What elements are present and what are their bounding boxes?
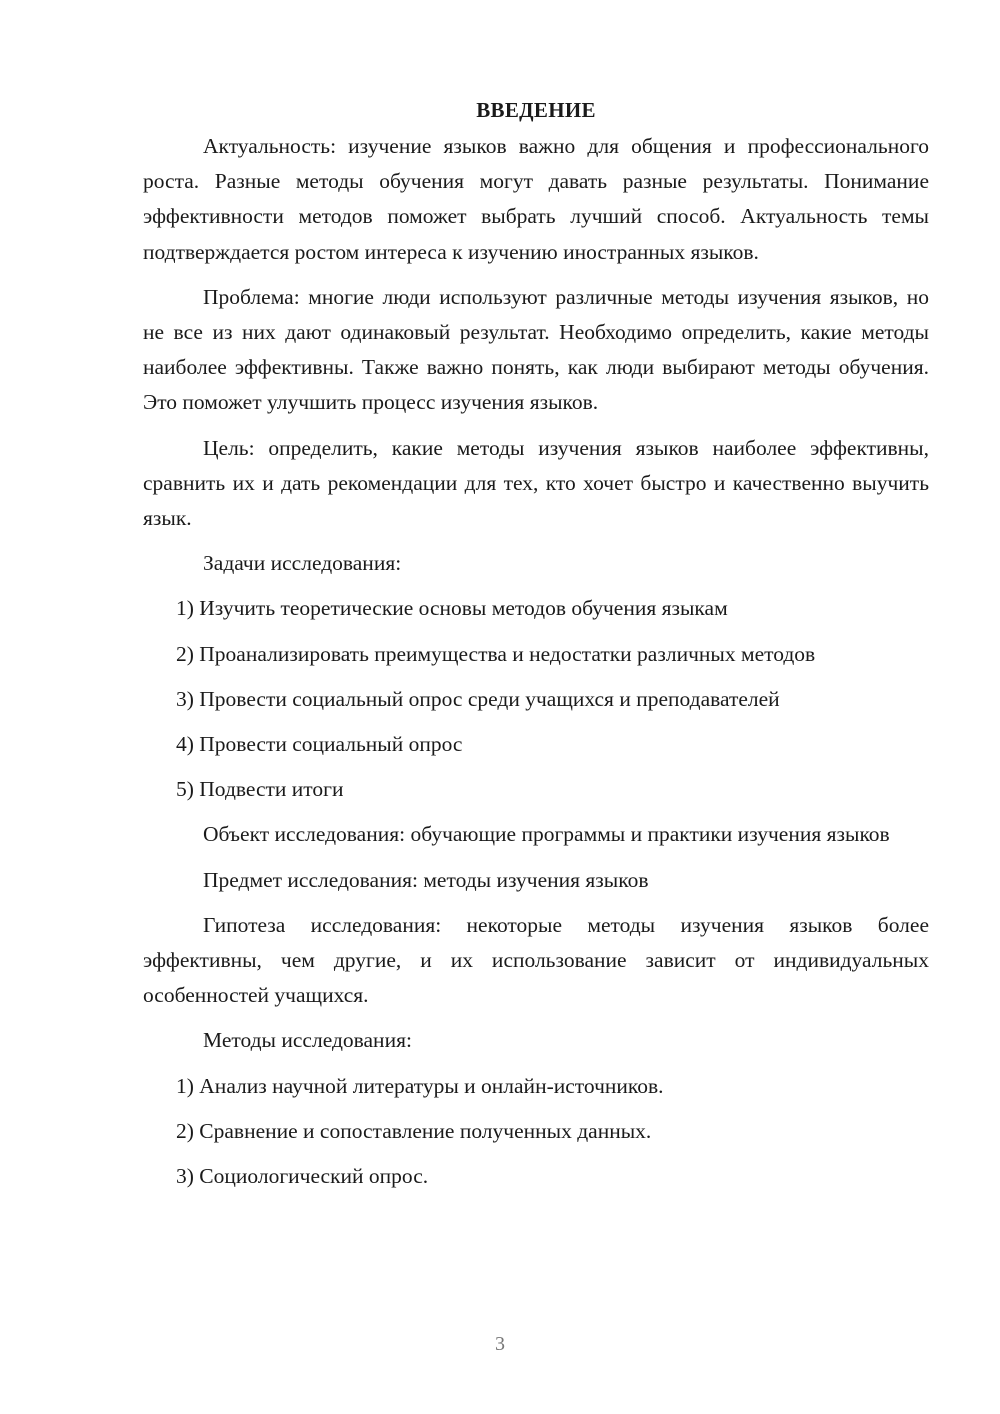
hypothesis-paragraph: Гипотеза исследования: некоторые методы изучения языков более эффективны, чем другие, и их использование зависит от индивидуальных особенностей учащихся.	[143, 912, 929, 1008]
task-item: 2) Проанализировать преимущества и недостатки различных методов	[176, 641, 816, 666]
task-item: 5) Подвести итоги	[176, 777, 344, 802]
page-title: ВВЕДЕНИЕ	[476, 98, 596, 122]
page-number: 3	[495, 1333, 505, 1355]
subject-line: Предмет исследования: методы изучения языков	[203, 867, 649, 892]
goal-paragraph: Цель: определить, какие методы изучения языков наиболее эффективны, сравнить их и дать рекомендации для тех, кто хочет быстро и качественно выучить язык.	[143, 435, 929, 531]
relevance-paragraph: Актуальность: изучение языков важно для общения и профессионального роста. Разные методы обучения могут давать разные результаты. Понимание эффективности методов поможет выбрать лучший способ. Актуальность темы подтверждается ростом интереса к изучению иностранных языков.	[143, 134, 929, 264]
document-page	[143, 95, 929, 1204]
task-item: 3) Провести социальный опрос среди учащихся и преподавателей	[176, 686, 780, 711]
method-item: 2) Сравнение и сопоставление полученных данных.	[176, 1118, 652, 1143]
methods-heading: Методы исследования:	[203, 1028, 412, 1053]
method-item: 3) Социологический опрос.	[176, 1164, 429, 1189]
task-item: 1) Изучить теоретические основы методов обучения языкам	[176, 596, 728, 621]
problem-paragraph: Проблема: многие люди используют различные методы изучения языков, но не все из них дают одинаковый результат. Необходимо определить, какие методы наиболее эффективны. Также важно понять, как люди выбирают методы обучения. Это поможет улучшить процесс изучения языков.	[143, 284, 929, 415]
tasks-heading: Задачи исследования:	[203, 551, 402, 576]
object-paragraph: Объект исследования: обучающие программы и практики изучения языков	[203, 822, 890, 847]
task-item: 4) Провести социальный опрос	[176, 732, 463, 757]
method-item: 1) Анализ научной литературы и онлайн-источников.	[176, 1073, 664, 1098]
